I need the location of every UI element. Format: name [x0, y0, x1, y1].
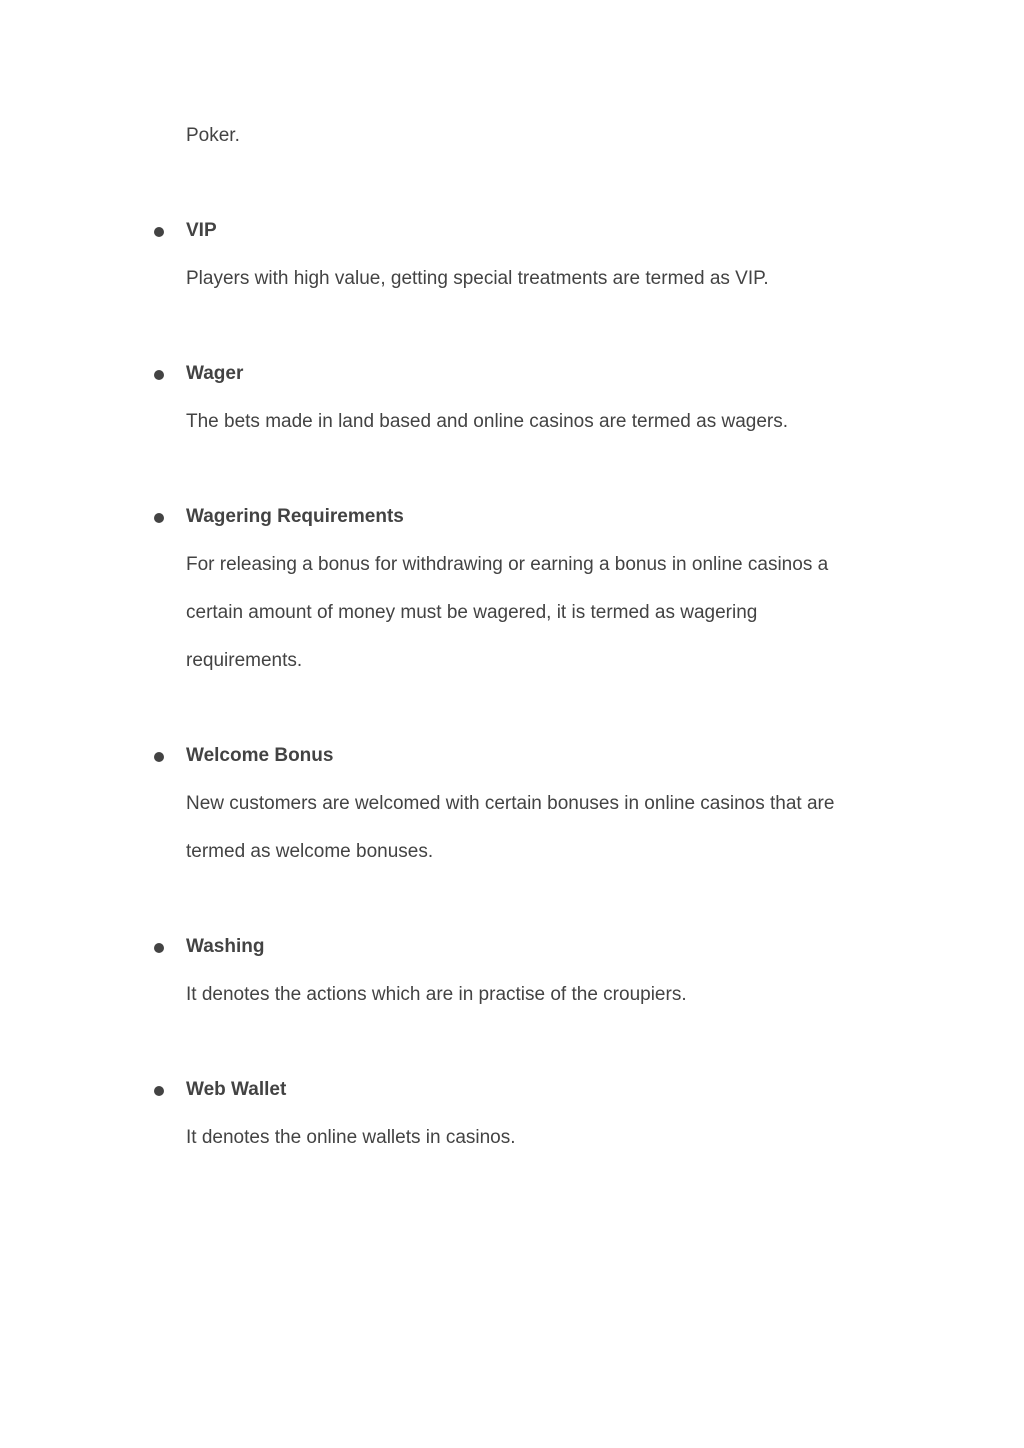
term-web-wallet: Web Wallet	[186, 1079, 287, 1100]
definition-wagering-requirements-line-1: For releasing a bonus for withdrawing or earning a bonus in online casinos a	[186, 554, 829, 575]
continuation-text: Poker.	[186, 125, 240, 146]
definition-welcome-bonus-line-1: New customers are welcomed with certain bonuses in online casinos that are	[186, 793, 835, 814]
term-wagering-requirements: Wagering Requirements	[186, 506, 404, 527]
bullet-icon	[154, 370, 164, 380]
bullet-icon	[154, 752, 164, 762]
bullet-icon	[154, 227, 164, 237]
bullet-icon	[154, 513, 164, 523]
definition-vip-line-1: Players with high value, getting special treatments are termed as VIP.	[186, 268, 769, 289]
definition-web-wallet-line-1: It denotes the online wallets in casinos.	[186, 1127, 516, 1148]
bullet-icon	[154, 1086, 164, 1096]
term-welcome-bonus: Welcome Bonus	[186, 745, 334, 766]
definition-washing-line-1: It denotes the actions which are in practise of the croupiers.	[186, 984, 687, 1005]
bullet-icon	[154, 943, 164, 953]
definition-welcome-bonus-line-2: termed as welcome bonuses.	[186, 841, 434, 862]
definition-wagering-requirements-line-3: requirements.	[186, 650, 303, 671]
term-vip: VIP	[186, 220, 217, 241]
term-washing: Washing	[186, 936, 265, 957]
term-wager: Wager	[186, 363, 244, 384]
definition-wager-line-1: The bets made in land based and online casinos are termed as wagers.	[186, 411, 789, 432]
definition-wagering-requirements-line-2: certain amount of money must be wagered, it is termed as wagering	[186, 602, 758, 623]
